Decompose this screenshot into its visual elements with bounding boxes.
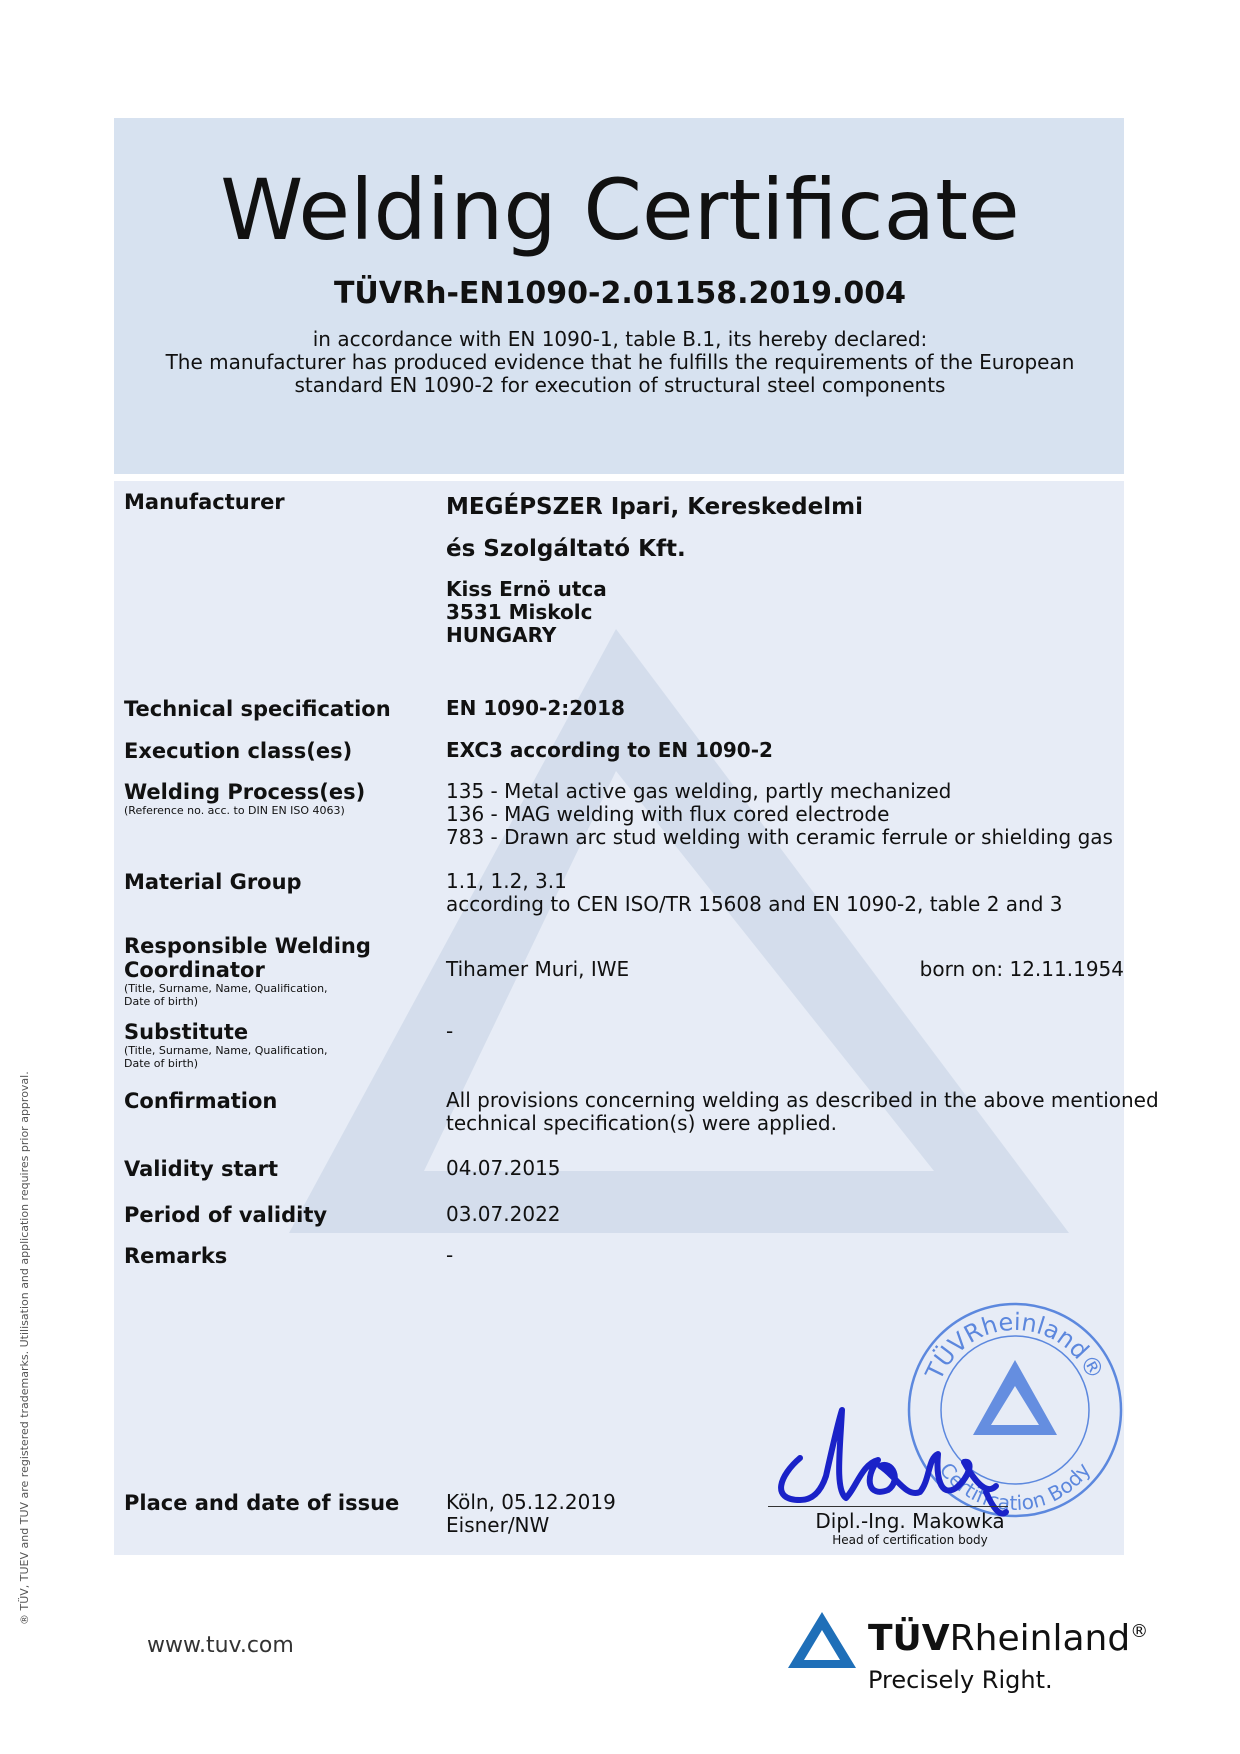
brand-tagline: Precisely Right. xyxy=(868,1666,1053,1694)
material-group-line: 1.1, 1.2, 3.1 xyxy=(446,869,567,893)
brand-bold: TÜV xyxy=(868,1618,950,1659)
rwc-value: Tihamer Muri, IWE xyxy=(446,957,630,981)
material-group-label: Material Group xyxy=(124,870,302,894)
welding-process-sublabel: (Reference no. acc. to DIN EN ISO 4063) xyxy=(124,804,345,817)
place-date-values xyxy=(446,1491,616,1537)
rwc-sublabel-line: Date of birth) xyxy=(124,995,199,1008)
substitute-label xyxy=(124,1020,328,1070)
rwc-label xyxy=(124,934,371,1008)
confirmation-line: All provisions concerning welding as described in the above mentioned xyxy=(446,1088,1159,1112)
place-date-line: Eisner/NW xyxy=(446,1513,550,1537)
address-line: 3531 Miskolc xyxy=(446,600,593,624)
welding-process-item: 135 - Metal active gas welding, partly mechanized xyxy=(446,779,952,803)
substitute-value: - xyxy=(446,1019,454,1043)
remarks-value: - xyxy=(446,1243,454,1267)
rwc-sublabel-line: (Title, Surname, Name, Qualification, xyxy=(124,982,328,995)
confirmation-line: technical specification(s) were applied. xyxy=(446,1111,837,1135)
substitute-title: Substitute xyxy=(124,1020,249,1044)
technical-specification-label: Technical specification xyxy=(124,697,391,721)
material-group-values xyxy=(446,870,1063,916)
intro-line: standard EN 1090-2 for execution of structural steel components xyxy=(294,373,946,397)
brand-registered: ® xyxy=(1130,1621,1149,1642)
remarks-label: Remarks xyxy=(124,1244,228,1268)
rwc-label-line: Coordinator xyxy=(124,958,265,982)
address-line: HUNGARY xyxy=(446,623,557,647)
execution-class-value: EXC3 according to EN 1090-2 xyxy=(446,738,773,762)
signature-line xyxy=(768,1506,1008,1507)
material-group-line: according to CEN ISO/TR 15608 and EN 1090-2, table 2 and 3 xyxy=(446,892,1063,916)
place-date-line: Köln, 05.12.2019 xyxy=(446,1490,616,1514)
welding-process-label xyxy=(124,780,365,817)
place-date-label: Place and date of issue xyxy=(124,1491,400,1515)
technical-specification-value: EN 1090-2:2018 xyxy=(446,696,625,720)
tuv-triangle-logo-icon xyxy=(786,1610,858,1672)
handwritten-signature xyxy=(760,1380,1060,1520)
certificate-title: Welding Certificate xyxy=(220,161,1020,259)
signatory-name: Dipl.-Ing. Makowka xyxy=(815,1509,1005,1533)
intro-line: in accordance with EN 1090-1, table B.1, its hereby declared: xyxy=(312,327,928,351)
welding-process-values xyxy=(446,780,1113,849)
period-of-validity-label: Period of validity xyxy=(124,1203,328,1227)
welding-process-item: 136 - MAG welding with flux cored electrode xyxy=(446,802,890,826)
rwc-row xyxy=(124,934,1124,1014)
welding-process-item: 783 - Drawn arc stud welding with ceramic ferrule or shielding gas xyxy=(446,825,1113,849)
certificate-number: TÜVRh-EN1090-2.01158.2019.004 xyxy=(333,276,907,311)
manufacturer-name-line: MEGÉPSZER Ipari, Kereskedelmi xyxy=(446,494,863,520)
period-of-validity-value: 03.07.2022 xyxy=(446,1202,561,1226)
tuv-rheinland-brand xyxy=(868,1618,1148,1659)
rwc-born: born on: 12.11.1954 xyxy=(919,957,1124,981)
website-link[interactable]: www.tuv.com xyxy=(147,1633,294,1658)
svg-text:TÜVRheinland®: TÜVRheinland® xyxy=(920,1307,1110,1385)
brand-rest: Rheinland xyxy=(949,1618,1131,1659)
signatory-title: Head of certification body xyxy=(832,1533,988,1547)
trademark-note: ® TÜV, TUEV and TUV are registered trademarks. Utilisation and application requires prior approval. xyxy=(18,1071,31,1625)
manufacturer-name-line: és Szolgáltató Kft. xyxy=(446,536,686,562)
validity-start-value: 04.07.2015 xyxy=(446,1156,561,1180)
manufacturer-value xyxy=(446,486,863,647)
intro-line: The manufacturer has produced evidence that he fulfills the requirements of the European xyxy=(165,350,1075,374)
confirmation-values xyxy=(446,1089,1159,1135)
intro-statement xyxy=(0,328,1240,397)
manufacturer-address xyxy=(446,578,863,647)
substitute-sublabel-line: (Title, Surname, Name, Qualification, xyxy=(124,1044,328,1057)
welding-process-title: Welding Process(es) xyxy=(124,780,366,804)
manufacturer-label: Manufacturer xyxy=(124,490,285,514)
execution-class-label: Execution class(es) xyxy=(124,739,353,763)
svg-text:Certification Body: Certification Body xyxy=(934,1457,1096,1516)
address-line: Kiss Ernö utca xyxy=(446,577,607,601)
validity-start-label: Validity start xyxy=(124,1157,279,1181)
substitute-sublabel-line: Date of birth) xyxy=(124,1057,199,1070)
rwc-label-line: Responsible Welding xyxy=(124,934,371,958)
confirmation-label: Confirmation xyxy=(124,1089,278,1113)
